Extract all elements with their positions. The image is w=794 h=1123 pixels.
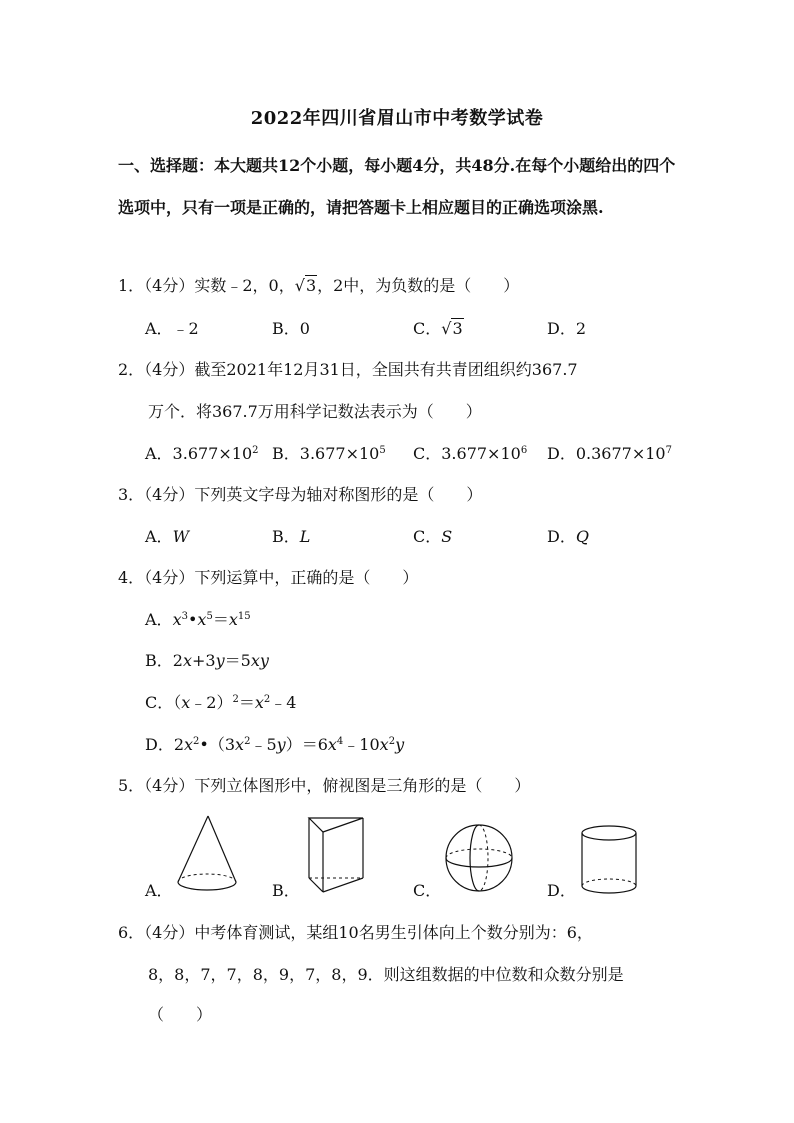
q4-option-c: C．$(x﹣2)^2=x^2﹣4$	[145, 693, 297, 712]
question-6-line-2: 8，8，7，7，8，9，7，8，9．则这组数据的中位数和众数分别是	[148, 965, 624, 984]
cone-icon	[173, 812, 243, 894]
question-2-line-1: 2．（4分）截至2021年12月31日，全国共有共青团组织约367.7	[118, 360, 578, 379]
q5-option-d: D．	[547, 881, 576, 900]
q5-option-a: A．	[145, 881, 173, 900]
question-6-line-3: （ ）	[148, 1005, 213, 1024]
q4-option-b: B．2x+3y＝5xy	[145, 651, 269, 670]
q5-option-c: C．	[413, 881, 442, 900]
q2-option-a: A．$3.677\times 10^2$	[145, 444, 259, 463]
q3-option-d: D．Q	[547, 527, 589, 546]
q2-option-c: C．$3.677\times 10^6$	[413, 444, 528, 463]
q1-option-a: A．﹣2	[145, 319, 199, 338]
question-3-stem: 3．（4分）下列英文字母为轴对称图形的是（ ）	[118, 485, 483, 504]
question-5-figures	[145, 812, 665, 902]
question-1-stem: 1．（4分）实数﹣2，0，√3，2中，为负数的是（ ）	[118, 276, 520, 295]
triangular-prism-icon	[303, 812, 369, 896]
question-6-line-1: 6．（4分）中考体育测试，某组10名男生引体向上个数分别为：6，	[118, 923, 593, 942]
page-title: 2022年四川省眉山市中考数学试卷	[250, 108, 544, 129]
q1-option-c: C．√3	[413, 319, 463, 338]
q4-option-a: A．$x^3•x^5=x^{15}$	[145, 610, 251, 629]
q3-option-b: B．L	[272, 527, 311, 546]
q4-option-d: D．$2x^2•(3x^2﹣5y)=6x^4﹣10x^2y$	[145, 735, 405, 754]
q2-option-b: B．$3.677\times 10^5$	[272, 444, 386, 463]
q2-option-d: D．$0.3677\times 10^7$	[547, 444, 672, 463]
q5-option-b: B．	[272, 881, 300, 900]
q1-option-d: D．2	[547, 319, 587, 338]
question-2-line-2: 万个．将367.7万用科学记数法表示为（ ）	[148, 402, 482, 421]
q1-option-b: B．0	[272, 319, 310, 338]
sphere-icon	[443, 822, 515, 894]
cylinder-icon	[579, 824, 639, 896]
q3-option-a: A．W	[145, 527, 190, 546]
question-5-stem: 5．（4分）下列立体图形中，俯视图是三角形的是（ ）	[118, 776, 531, 795]
section-instructions: 一、选择题：本大题共12个小题，每小题4分，共48分.在每个小题给出的四个选项中，只有一项是正确的，请把答题卡上相应题目的正确选项涂黑.	[118, 156, 676, 217]
question-4-stem: 4．（4分）下列运算中，正确的是（ ）	[118, 568, 419, 587]
sqrt-symbol: √3	[294, 276, 317, 295]
q3-option-c: C．S	[413, 527, 453, 546]
